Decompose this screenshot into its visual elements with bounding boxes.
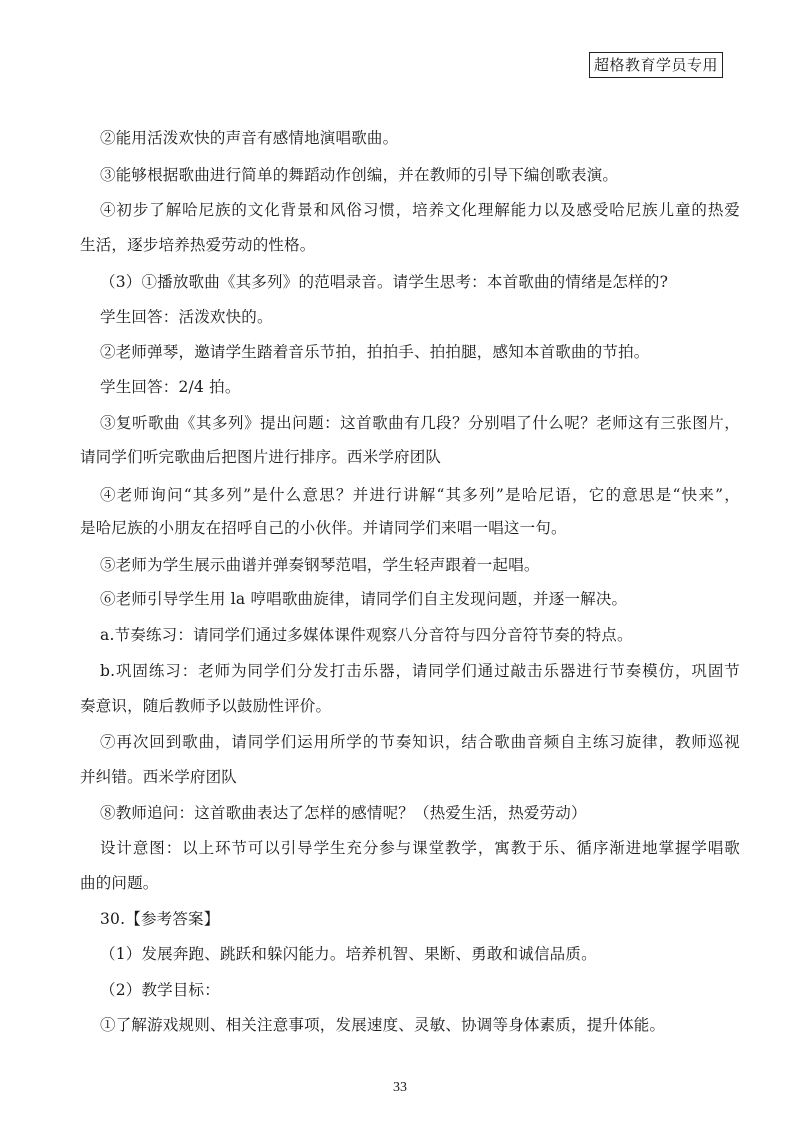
text-line: ②老师弹琴，邀请学生踏着音乐节拍，拍拍手、拍拍腿，感知本首歌曲的节拍。	[100, 343, 650, 361]
text-line: 30.【参考答案】	[100, 910, 220, 928]
text-line: ②能用活泼欢快的声音有感情地演唱歌曲。	[100, 129, 399, 147]
text-line: 是哈尼族的小朋友在招呼自己的小伙伴。并请同学们来唱一唱这一句。	[80, 519, 567, 537]
text-line: 学生回答：活泼欢快的。	[100, 308, 273, 326]
text-line: ①了解游戏规则、相关注意事项，发展速度、灵敏、协调等身体素质，提升体能。	[100, 1016, 666, 1034]
text-line: ⑦再次回到歌曲，请同学们运用所学的节奏知识，结合歌曲音频自主练习旋律，教师巡视	[100, 733, 740, 751]
exclusive-use-badge: 超格教育学员专用	[589, 52, 723, 78]
text-line: 请同学们听完歌曲后把图片进行排序。西米学府团队	[80, 448, 442, 466]
text-line: 学生回答：2/4 拍。	[100, 378, 241, 396]
text-line: ⑧教师追问：这首歌曲表达了怎样的感情呢？（热爱生活，热爱劳动）	[100, 804, 587, 822]
text-line: ④初步了解哈尼族的文化背景和风俗习惯，培养文化理解能力以及感受哈尼族儿童的热爱	[100, 201, 740, 219]
text-line: ③能够根据歌曲进行简单的舞蹈动作创编，并在教师的引导下编创歌表演。	[100, 166, 619, 184]
text-line: （1）发展奔跑、跳跃和躲闪能力。培养机智、果断、勇敢和诚信品质。	[100, 945, 597, 963]
text-line: 曲的问题。	[80, 874, 159, 892]
text-line: （2）教学目标：	[100, 981, 220, 999]
page-number: 33	[393, 1080, 407, 1095]
text-line: （3）①播放歌曲《其多列》的范唱录音。请学生思考：本首歌曲的情绪是怎样的?	[100, 273, 669, 291]
text-line: 并纠错。西米学府团队	[80, 768, 238, 786]
text-line: a.节奏练习：请同学们通过多媒体课件观察八分音符与四分音符节奏的特点。	[100, 626, 633, 644]
text-line: ⑥老师引导学生用 la 哼唱歌曲旋律，请同学们自主发现问题，并逐一解决。	[100, 590, 628, 608]
text-line: ④老师询问“其多列”是什么意思？并进行讲解“其多列”是哈尼语，它的意思是“快来”，	[100, 486, 740, 504]
text-line: 奏意识，随后教师予以鼓励性评价。	[80, 697, 332, 715]
text-line: b.巩固练习：老师为同学们分发打击乐器，请同学们通过敲击乐器进行节奏模仿，巩固节	[100, 662, 740, 680]
text-line: 生活，逐步培养热爱劳动的性格。	[80, 236, 316, 254]
text-line: 设计意图：以上环节可以引导学生充分参与课堂教学，寓教于乐、循序渐进地掌握学唱歌	[100, 839, 740, 857]
text-line: ③复听歌曲《其多列》提出问题：这首歌曲有几段？分别唱了什么呢？老师这有三张图片，	[100, 414, 740, 432]
text-line: ⑤老师为学生展示曲谱并弹奏钢琴范唱，学生轻声跟着一起唱。	[100, 556, 540, 574]
